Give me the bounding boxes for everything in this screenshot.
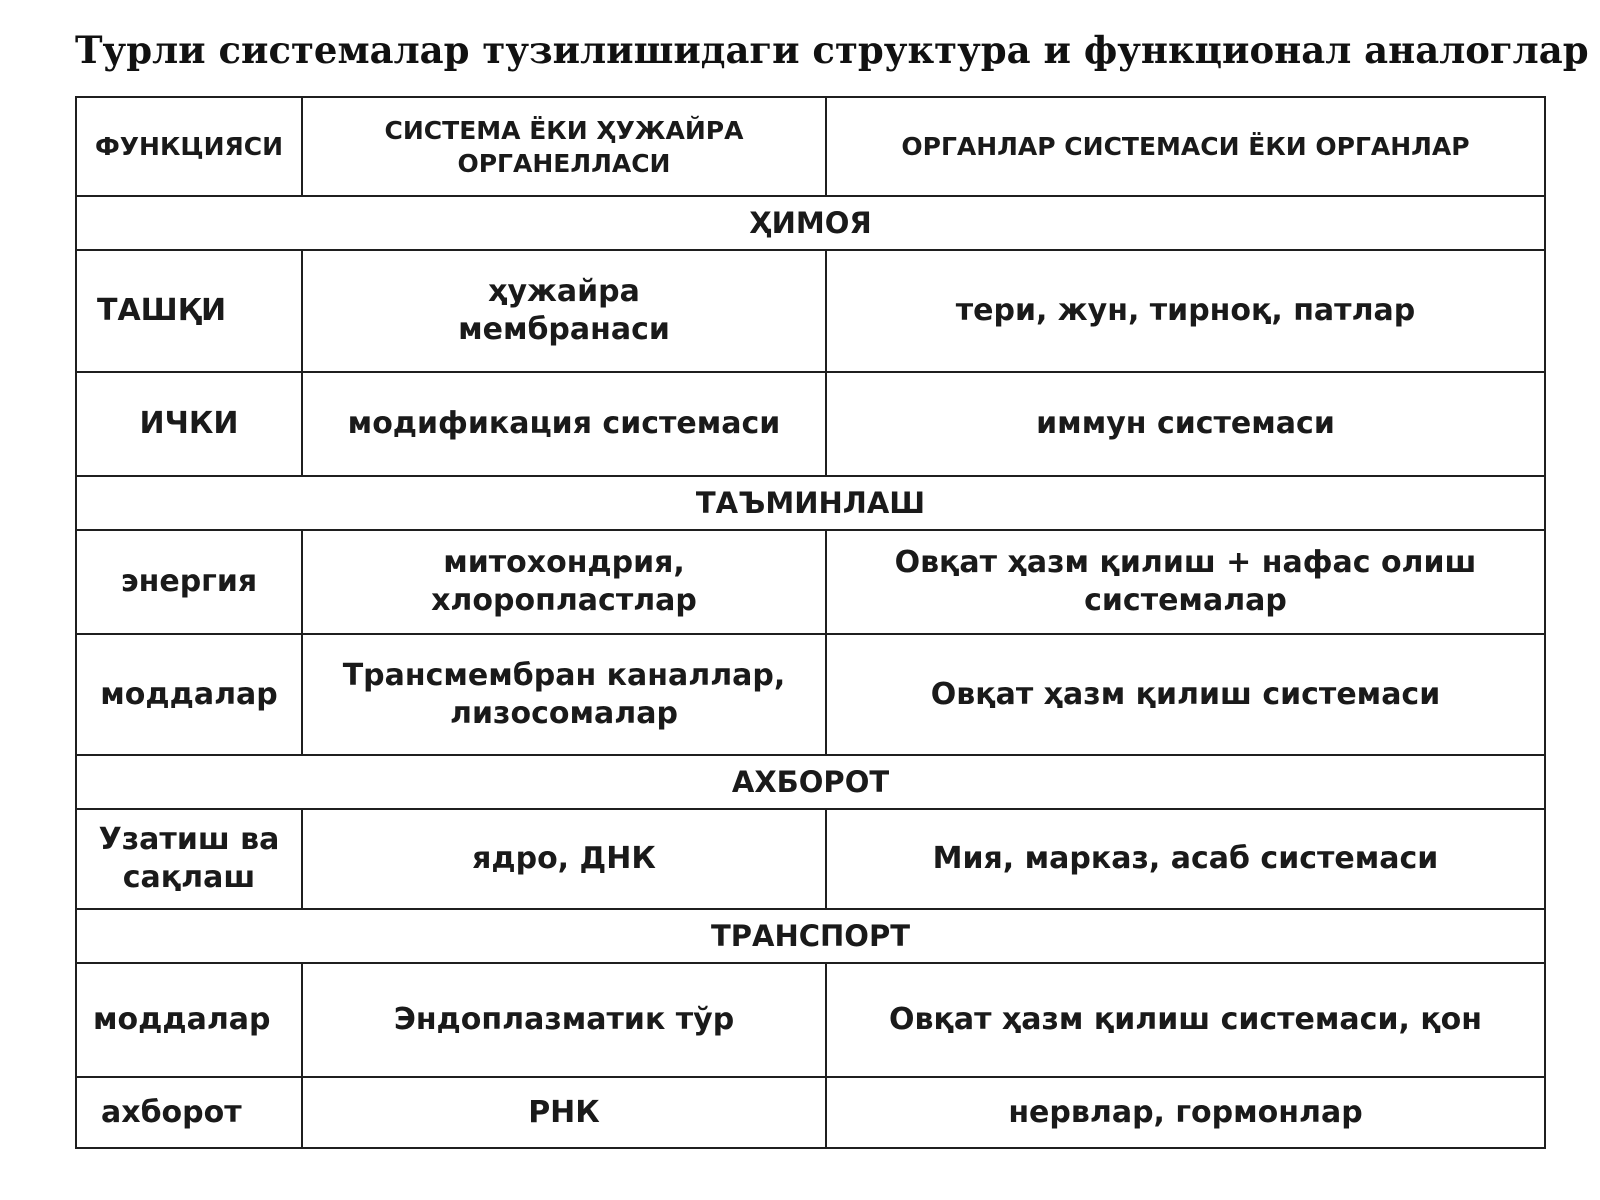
cell-organ-system: Овқат ҳазм қилиш + нафас олиш системалар <box>826 530 1545 634</box>
section-information: АХБОРОТ <box>76 755 1545 809</box>
cell-organ-system: Мия, марказ, асаб системаси <box>826 809 1545 909</box>
cell-cell-system: ядро, ДНК <box>302 809 826 909</box>
cell-organ-system: тери, жун, тирноқ, патлар <box>826 250 1545 372</box>
cell-function: моддалар <box>76 963 302 1077</box>
section-supply: ТАЪМИНЛАШ <box>76 476 1545 530</box>
section-row-protection <box>76 196 1545 250</box>
cell-function: ИЧКИ <box>76 372 302 476</box>
page-title: Турли системалар тузилишидаги структура и функционал аналоглар <box>75 28 1589 72</box>
cell-function: ТАШҚИ <box>76 250 302 372</box>
cell-line: мембранаси <box>458 312 670 347</box>
cell-cell-system: митохондрия, хлоропластлар <box>302 530 826 634</box>
section-transport: ТРАНСПОРТ <box>76 909 1545 963</box>
cell-cell-system <box>302 250 826 372</box>
table-row <box>76 250 1545 372</box>
header-function: ФУНКЦИЯСИ <box>76 97 302 196</box>
cell-organ-system: Овқат ҳазм қилиш системаси <box>826 634 1545 755</box>
section-row-information <box>76 755 1545 809</box>
cell-organ-system: иммун системаси <box>826 372 1545 476</box>
cell-cell-system: РНК <box>302 1077 826 1148</box>
analogues-table <box>75 96 1546 1149</box>
cell-cell-system: модификация системаси <box>302 372 826 476</box>
cell-organ-system: Овқат ҳазм қилиш системаси, қон <box>826 963 1545 1077</box>
cell-organ-system: нервлар, гормонлар <box>826 1077 1545 1148</box>
cell-cell-system: Эндоплазматик тўр <box>302 963 826 1077</box>
cell-function: ахборот <box>76 1077 302 1148</box>
cell-line: ҳужайра <box>488 274 640 309</box>
table-row <box>76 1077 1545 1148</box>
table-row <box>76 530 1545 634</box>
cell-function: Узатиш ва сақлаш <box>76 809 302 909</box>
table-row <box>76 634 1545 755</box>
header-row <box>76 97 1545 196</box>
header-cell-system: СИСТЕМА ЁКИ ҲУЖАЙРА ОРГАНЕЛЛАСИ <box>302 97 826 196</box>
header-organ-system: ОРГАНЛАР СИСТЕМАСИ ЁКИ ОРГАНЛАР <box>826 97 1545 196</box>
section-row-transport <box>76 909 1545 963</box>
section-row-supply <box>76 476 1545 530</box>
section-protection: ҲИМОЯ <box>76 196 1545 250</box>
cell-function: энергия <box>76 530 302 634</box>
table-row <box>76 372 1545 476</box>
table-row <box>76 809 1545 909</box>
cell-cell-system: Трансмембран каналлар, лизосомалар <box>302 634 826 755</box>
table-row <box>76 963 1545 1077</box>
cell-function: моддалар <box>76 634 302 755</box>
